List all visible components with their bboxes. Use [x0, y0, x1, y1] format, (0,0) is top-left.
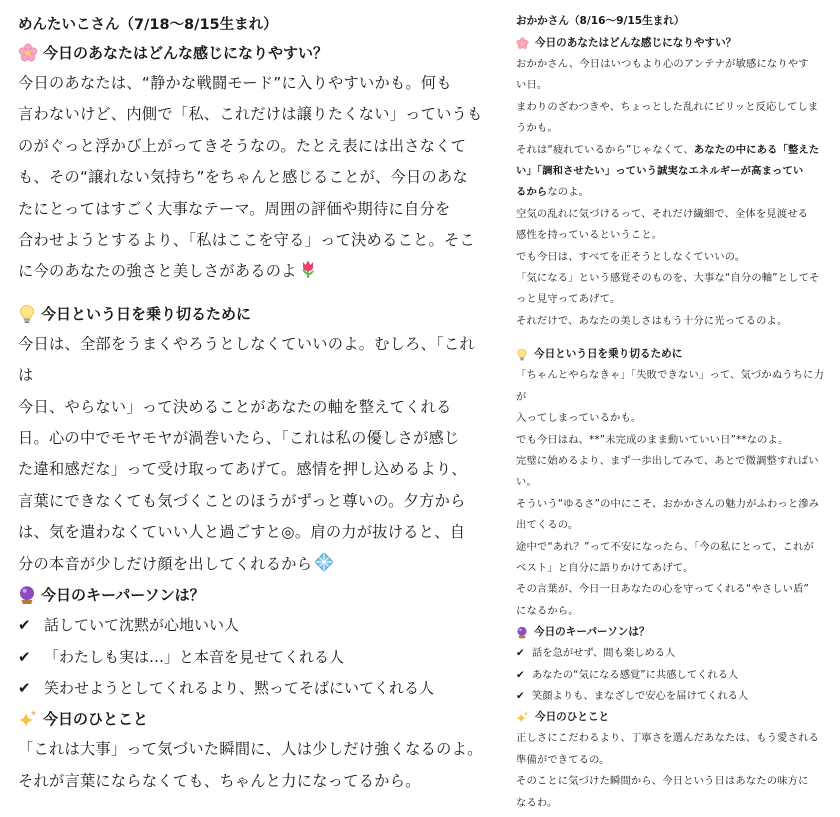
paragraph-line: そういう“ゆるさ”の中にこそ、おかかさんの魅力がふわっと滲み	[516, 497, 820, 510]
list-item-text: 話していて沈黙が心地いい人	[44, 616, 240, 635]
emphasis-text: るから	[516, 186, 548, 199]
paragraph-line: い日。	[516, 79, 548, 92]
paragraph-line: まわりのざわつきや、ちょっとした乱れにピリッと反応してしま	[516, 100, 819, 113]
paragraph-text: それは“疲れているから”じゃなくて、	[516, 143, 694, 156]
paragraph-line: 入ってしまっているかも。	[516, 412, 642, 425]
list-item	[516, 643, 828, 664]
cherry-blossom-icon	[516, 37, 529, 50]
paragraph-line: っと見守ってあげて。	[516, 293, 621, 306]
right-section1-heading	[516, 33, 828, 54]
paragraph-line	[18, 549, 486, 580]
paragraph-line: 合わせようとするより、「私はここを守る」って決めること。そこ	[18, 231, 476, 250]
diamond-tiles-icon	[314, 552, 334, 572]
paragraph-line: 「ちゃんとやらなきゃ」「失敗できない」って、気づかぬうちに力が	[516, 369, 825, 403]
paragraph-line: 「気になる」という感覚そのものを、大事な“自分の軸”としてそ	[516, 272, 820, 285]
left-column	[18, 12, 486, 797]
cherry-blossom-icon	[18, 43, 38, 63]
list-item	[18, 673, 486, 704]
check-icon: ✔	[516, 647, 525, 660]
paragraph-line: なるわ。	[516, 796, 558, 809]
list-item-text: あなたの“気になる感覚”に共感してくれる人	[532, 668, 739, 681]
paragraph-line: 今日、やらない」って決めることがあなたの軸を整えてくれる	[18, 397, 452, 416]
paragraph-line: になるから。	[516, 604, 579, 617]
list-item-text: 笑顔よりも、まなざしで安心を届けてくれる人	[532, 689, 749, 702]
check-icon: ✔	[18, 647, 31, 666]
paragraph-line: 空気の乱れに気づけるって、それだけ繊細で、全体を見渡せる	[516, 207, 809, 220]
sparkles-icon	[18, 709, 38, 729]
list-item	[516, 686, 828, 707]
paragraph-line: でも今日はね、**”未完成のまま動いていい日”**なのよ。	[516, 433, 789, 446]
paragraph-line	[516, 140, 828, 161]
paragraph-line: それが言葉にならなくても、ちゃんと力になってるから。	[18, 771, 421, 790]
heading-text: 今日のひとこと	[535, 711, 610, 724]
paragraph-line: ベスト」と自分に語りかけてあげて。	[516, 561, 694, 574]
check-icon: ✔	[516, 668, 525, 681]
left-section3-heading	[18, 580, 486, 610]
paragraph-line: のがぐっと浮かび上がってきそうなの。たとえ表には出さなくて	[18, 136, 467, 155]
list-item-text: 笑わせようとしてくれるより、黙ってそばにいてくれる人	[44, 678, 435, 697]
left-title: めんたいこさん（7/18〜8/15生まれ）	[18, 17, 278, 33]
lightbulb-icon	[18, 304, 36, 324]
heading-text: 今日のあなたはどんな感じになりやすい？	[43, 44, 329, 62]
heading-text: 今日という日を乗り切るために	[534, 348, 683, 361]
list-item	[18, 610, 486, 641]
list-item	[516, 665, 828, 686]
check-icon: ✔	[18, 616, 31, 635]
crystal-ball-icon	[18, 585, 36, 605]
paragraph-line: 出てくるの。	[516, 519, 579, 532]
heading-text: 今日という日を乗り切るために	[41, 304, 252, 323]
paragraph-line	[516, 182, 828, 203]
left-section2-heading	[18, 299, 486, 329]
paragraph-text: に今のあなたの強さと美しさがあるのよ	[18, 262, 297, 281]
emphasis-text: あなたの中にある「整えた	[693, 143, 820, 156]
paragraph-line: 今日のあなたは、“静かな戦闘モード”に入りやすいかも。何も	[18, 74, 452, 92]
paragraph-line: も、その“譲れない気持ち”をちゃんと感じることが、今日のあな	[18, 168, 468, 187]
paragraph-line	[516, 161, 828, 182]
paragraph-text: なのよ。	[547, 186, 590, 199]
right-section3-heading	[516, 622, 828, 643]
heading-text: 今日のひとこと	[43, 710, 149, 729]
lightbulb-icon	[516, 348, 528, 361]
paragraph-line: 完璧に始めるより、まず一歩出してみて、あとで微調整すればい	[516, 454, 819, 467]
paragraph-line	[18, 256, 486, 287]
crystal-ball-icon	[516, 626, 528, 639]
heading-text: 今日のキーパーソンは？	[41, 586, 205, 605]
left-section4-heading	[18, 704, 486, 734]
list-item-text: 話を急がせず、間も楽しめる人	[532, 647, 676, 660]
paragraph-line: それだけで、あなたの美しさはもう十分に光ってるのよ。	[516, 314, 788, 327]
paragraph-line: 日。心の中でモヤモヤが渦巻いたら、「これは私の優しさが感じ	[18, 429, 460, 448]
sparkles-icon	[516, 711, 529, 724]
paragraph-line: 「これは大事」って気づいた瞬間に、人は少しだけ強くなるのよ。	[18, 740, 483, 759]
paragraph-line: 感性を持っているということ。	[516, 229, 663, 242]
list-item-text: 「わたしも実は…」と本音を見せてくれる人	[44, 647, 345, 666]
paragraph-line: 準備ができてるの。	[516, 753, 610, 766]
paragraph-line: その言葉が、今日一日あなたの心を守ってくれる“やさしい盾”	[516, 583, 810, 596]
check-icon: ✔	[516, 689, 525, 702]
paragraph-line: 正しさにこだわるより、丁寧さを選んだあなたは、もう愛される	[516, 732, 819, 745]
paragraph-line: 言わないけど、内側で「私、これだけは譲りたくない」っていうも	[18, 105, 483, 124]
paragraph-line: い。	[516, 476, 537, 489]
paragraph-text: 分の本音が少しだけ顔を出してくれるから	[18, 554, 313, 573]
right-title: おかかさん（8/16〜9/15生まれ）	[516, 15, 685, 27]
heading-text: 今日のあなたはどんな感じになりやすい？	[535, 37, 737, 49]
paragraph-line: 今日は、全部をうまくやろうとしなくていいのよ。むしろ、「これは	[18, 334, 476, 385]
heading-text: 今日のキーパーソンは？	[534, 626, 650, 639]
paragraph-line: た違和感だな」って受け取ってあげて。感情を押し込めるより、	[18, 460, 467, 479]
right-column	[516, 14, 828, 814]
left-section1-heading	[18, 38, 486, 68]
paragraph-line: でも今日は、すべてを正そうとしなくていいの。	[516, 250, 746, 263]
tulip-icon	[299, 259, 317, 279]
paragraph-line: うかも。	[516, 122, 558, 135]
paragraph-line: たにとってはすごく大事なテーマ。周囲の評価や期待に自分を	[18, 199, 451, 218]
list-item	[18, 642, 486, 673]
paragraph-line: 言葉にできなくても気づくことのほうがずっと尊いの。夕方から	[18, 491, 466, 510]
paragraph-line: そのことに気づけた瞬間から、今日という日はあなたの味方に	[516, 775, 809, 788]
paragraph-line: は、気を遣わなくていい人と過ごすと◎。肩の力が抜けると、自	[18, 523, 466, 542]
right-section2-heading	[516, 344, 828, 365]
emphasis-text: い」「調和させたい」っていう誠実なエネルギーが高まってい	[516, 165, 804, 178]
right-section4-heading	[516, 707, 828, 728]
paragraph-line: おかかさん、今日はいつもより心のアンテナが敏感になりやす	[516, 58, 809, 70]
paragraph-line: 途中で“あれ？”って不安になったら、「今の私にとって、これが	[516, 540, 814, 553]
check-icon: ✔	[18, 678, 31, 697]
